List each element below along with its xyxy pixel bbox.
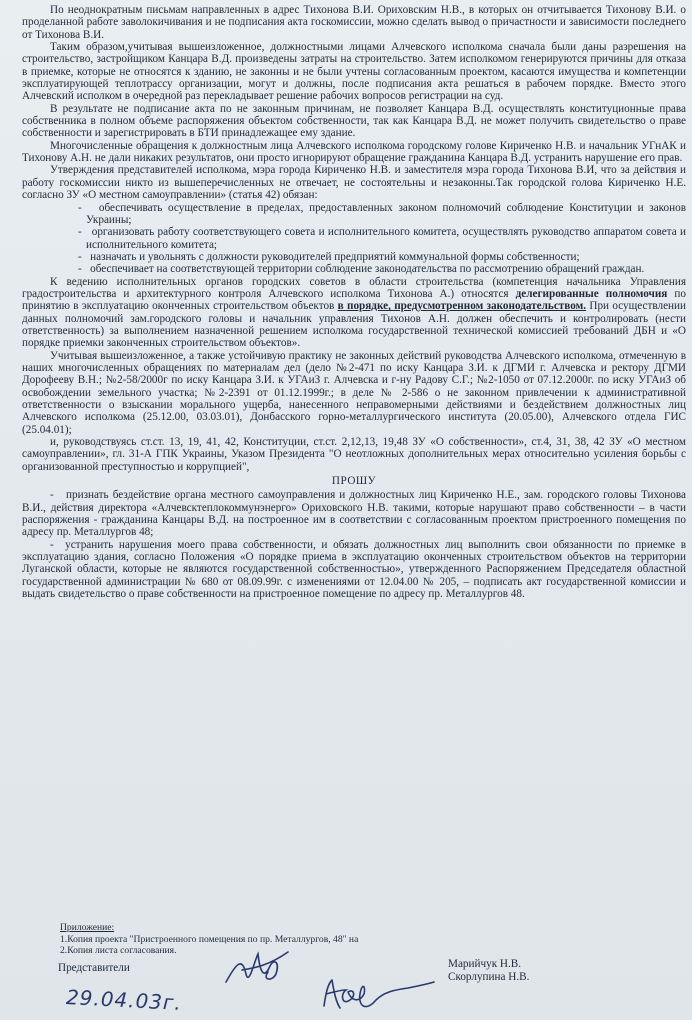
representatives-label: Представители bbox=[58, 962, 130, 974]
duty-item: - обеспечивает на соответствующей территории соблюдение законодательства по рассмотрению обращений граждан. bbox=[78, 263, 645, 276]
signatory-name: Марийчук Н.В. bbox=[448, 958, 522, 970]
duty-item: - назначать и увольнять с должности руководителей предприятий коммунальной формы собственности; bbox=[78, 250, 580, 263]
request-item: - устранить нарушения моего права собственности, и обязать должностных лиц выполнить свои обязанности по приемке в эксплуатацию здания, согласно Положения «О порядке приема в эксплуатацию оконченных строительством объектов на территории Луганской области, которые не являются государственной собственностью», утвержденного Распоряжением Председателя областной государственной администрации № 680 от 08.09.99г. с изменениями от 12.04.00 № 205, – подписать акт государственной комиссии и выдать свидетельство о праве собственности на пристроенное помещение по адресу пр. Металлургов 48. bbox=[22, 538, 686, 601]
paragraph-3: В результате не подписание акта по не законным причинам, не позволяет Канцара В.Д. осуществлять конституционные права собственника в полном объеме распоряжения объектом собственности, так как Канцара В.Д. не может получить свидетельство о праве собственности и зарегистрировать в БТИ принадлежащее ему здание. bbox=[22, 102, 686, 140]
request-item: - признать бездействие органа местного самоуправления и должностных лиц Кириченко Н.Е., зам. городского головы Тихонова В.И., действия директора «Алчевсктеплокоммунэнерго» Ориховского Н.В. такими, которые нарушают право собственности – в части распоряжения - гражданина Канцары В.Д. на построенное им в соответствии с согласованным проектом пристроенного помещения по адресу пр. Металлургов 48; bbox=[22, 489, 686, 539]
duty-item: - обеспечивать осуществление в пределах, предоставленных законом полномочий соблюдение Конституции и законов Украины; bbox=[78, 201, 686, 226]
appendix-title: Приложение: bbox=[60, 922, 115, 933]
paragraph-8: и, руководствуясь ст.ст. 13, 19, 41, 42, Конституции, ст.ст. 2,12,13, 19,48 ЗУ «О собственности», ст.4, 31, 38, 42 ЗУ «О местном самоуправлении», гл. 31-А ГПК Украины, Указом Президента "О неотложных дополнительных мерах относительно усиления борьбы с организованной преступностью и коррупцией", bbox=[22, 436, 686, 473]
bold-phrase: делегированные полномочия bbox=[515, 287, 668, 300]
bold-underlined-phrase: в порядке, предусмотренном законодательством. bbox=[337, 300, 587, 313]
appendix-item: 1.Копия проекта "Пристроенного помещения по пр. Металлургов, 48" на bbox=[60, 933, 359, 945]
handwritten-date: 29.04.03г. bbox=[65, 984, 183, 1016]
appendix-item: 2.Копия листа согласования. bbox=[60, 945, 177, 956]
paragraph-1: По неоднократным письмам направленных в адрес Тихонова В.И. Ориховским Н.В., в которых он отчитывается Тихонову В.И. о проделанной работе заволокичивания и не подписания акта госкомиссии, можно сделать вывод о причастности и зависимости последнего от Тихонова В.И. bbox=[22, 4, 686, 41]
signatory-name: Скорлупина Н.В. bbox=[448, 970, 530, 983]
document-body bbox=[22, 4, 686, 601]
signature-2-icon bbox=[318, 972, 438, 1016]
paragraph-4: Многочисленные обращения к должностным лица Алчевского исполкома городскому голове Кириченко Н.В. и начальник УГнАК и Тихонову А.Н. не дали никаких результатов, они просто игнорируют обращение гражданина Канцара В.Д. устранить нарушение его прав. bbox=[22, 139, 686, 165]
paragraph-7: Учитывая вышеизложенное, а также устойчивую практику не законных действий руководства Алчевского исполкома, отмеченную в наших многочисленных обращениях по материалам дел (дело №2-471 по иску Канцара З.И. к ДГМИ г. Алчевска и ректору ДГМИ Дорофееву В.Н.; №2-58/2000г по иску Канцара З.И. к УГАиЗ г. Алчевска и г-ну Радову С.Г.; №2-1050 от 07.12.2000г. по иску УГАиЗ об освобождении земельного участка; №2-2391 от 01.12.1999г.; в деле № 2-586 о не законном привлечении к административной ответственности о взыскании морального ущерба, нанесенного неправомерными действиями и бездействием должностных лиц Алчевского исполкома (25.12.00, 03.03.01), Донбасского горно-металлургического института (20.05.00), Алчевского отдела ГИС (25.04.01); bbox=[22, 349, 686, 436]
signatory-names bbox=[448, 958, 529, 983]
request-heading: ПРОШУ bbox=[331, 475, 377, 488]
paragraph-2: Таким образом,учитывая вышеизложенное, должностными лицами Алчевского исполкома сначала были даны разрешения на строительство, застройщиком Канцара В.Д. произведены затраты на строительство. Затем исполкомом генерируются причины для отказа в приемке, которые не относятся к зданию, не законны и не были учтены согласованным проектом, касаются имущества и компетенции эксплуатирующей теплотрассу организации, могут и должны, после подписания акта решаться в рабочем порядке. Вместо этого Алчевский исполком в очередной раз перекладывает решение рабочих вопросов регистрации на суд. bbox=[22, 41, 686, 103]
signature-1-icon bbox=[222, 944, 292, 992]
duty-item: - организовать работу соответствующего совета и исполнительного комитета, осуществлять руководство аппаратом совета и исполнительного комитета; bbox=[78, 226, 686, 251]
paragraph-5: Утверждения представителей исполкома, мэра города Кириченко Н.В. и заместителя мэра города Тихонова В.И, что за действия и работу госкомиссии никто из вышеперечисленных не отвечает, не состоятельны и незаконны.Так городской голова Кириченко Н.Е. согласно ЗУ «О местном самоуправлении» (статья 42) обязан: bbox=[22, 164, 686, 202]
paragraph-6: К ведению исполнительных органов городских советов в области строительства (компетенция начальника Управления градостроительства и архитектурного контроля Алчевского исполкома Тихонова А.) относятся делегированные полномочия по принятию в эксплуатацию оконченных строительством объектов в порядке, предусмотренном законодательством. При осуществлении данных полномочий зам.городского головы и начальник управления Тихонов А.Н. должен обеспечить и контролировать (нести ответственность) за выполнением назначенной решением исполкома государственной технической комиссией требований ДБН и «О порядке приемки законченных строительством объектов». bbox=[22, 275, 686, 350]
